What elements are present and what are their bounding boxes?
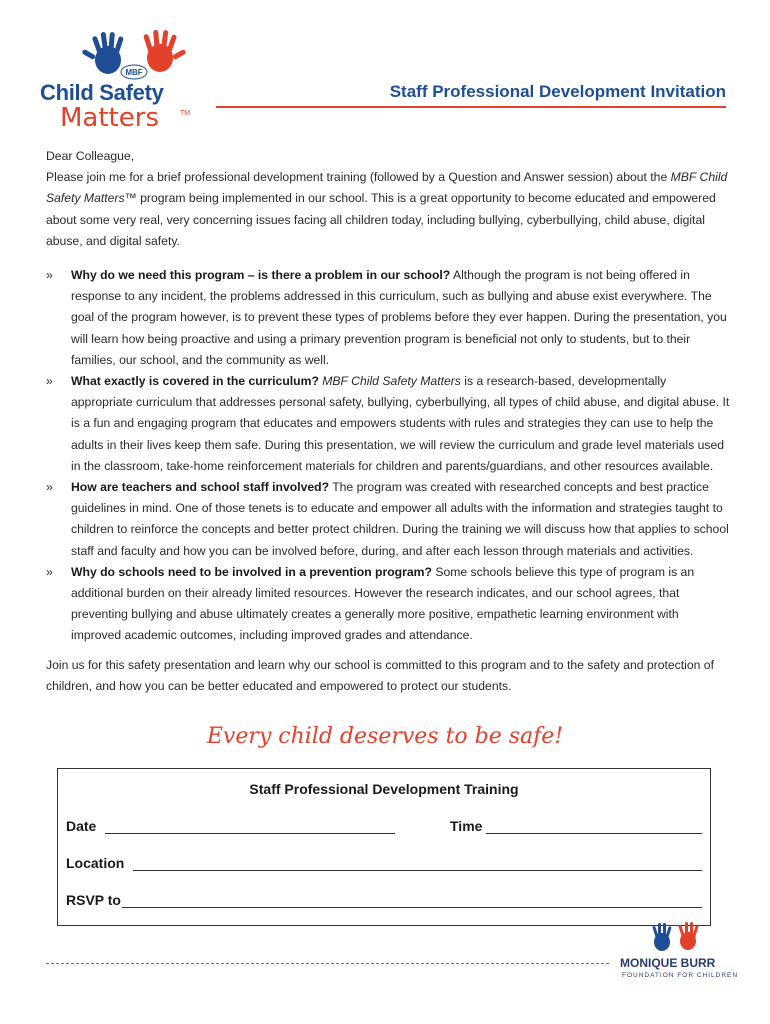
org-subtitle: FOUNDATION FOR CHILDREN	[622, 972, 739, 979]
faq-question: What exactly is covered in the curriculum?	[71, 374, 319, 389]
bullet-marker: »	[46, 564, 53, 579]
logo-line2: Matters	[60, 103, 159, 133]
time-label: Time	[450, 818, 483, 834]
faq-answer: Some schools believe this type of program is an additional burden on their already limited resources. However the research indicates, and our school agrees, that preventing bullying and abuse ultimately creates a generally more positive, empathetic learning environment with improved academic outcomes, including improved grades and attendance.	[71, 564, 695, 643]
faq-answer: Although the program is not being offered in response to any incident, the problems addressed in this curriculum, such as bullying and abuse exist everywhere. The goal of the program however, is to prevent these types of problems before they ever happen. During the presentation, you will learn how being proactive and using a primary prevention program is beneficial not only to students, but to their families, our school, and the community as well.	[71, 268, 727, 367]
faq-question: Why do we need this program – is there a problem in our school?	[71, 268, 451, 283]
date-label: Date	[66, 818, 97, 834]
child-safety-matters-logo	[40, 30, 210, 140]
greeting: Dear Colleague,	[46, 149, 135, 163]
title-divider	[216, 106, 726, 108]
faq-item	[46, 371, 730, 477]
letter-body	[46, 146, 730, 697]
faq-question: Why do schools need to be involved in a prevention program?	[71, 564, 432, 579]
logo-line1: Child Safety	[40, 80, 164, 105]
rsvp-field[interactable]	[122, 907, 702, 908]
training-details-form	[57, 768, 711, 926]
closing-paragraph: Join us for this safety presentation and learn why our school is committed to this program and to the safety and protection of children, and how you can be better educated and empowered to protect our students.	[46, 657, 714, 693]
faq-answer: The program was created with researched concepts and best practice guidelines in mind. One of those tenets is to educate and empower all adults with the information and strategies taught to children to reinforce the concepts and better protect children. During the training we will discuss how that applies to school staff and faculty and how you can be involved before, during, and after each lesson through materials and activities.	[71, 480, 729, 558]
faq-italic: MBF Child Safety Matters	[318, 374, 461, 389]
faq-item	[46, 265, 730, 371]
monique-burr-logo	[616, 922, 739, 982]
faq-question: How are teachers and school staff involved?	[71, 480, 330, 495]
logo-badge: MBF	[125, 68, 143, 77]
bullet-marker: »	[46, 374, 53, 389]
intro-part-a: Please join me for a brief professional development training (followed by a Question and Answer session) about the	[46, 170, 671, 185]
intro-program-name: MBF Child Safety Matters	[46, 170, 728, 206]
org-name: MONIQUE BURR	[620, 956, 716, 970]
hands-logo-icon	[78, 30, 203, 82]
form-title: Staff Professional Development Training	[249, 781, 519, 797]
tagline: Every child deserves to be safe!	[206, 724, 564, 749]
footer-divider	[46, 963, 609, 965]
intro-part-b: ™ program being implemented in our school. This is a great opportunity to become educated and empowered about some very real, very concerning issues facing all children today, including bullying, cyberbullying, child abuse, digital abuse, and digital safety.	[46, 191, 716, 248]
location-label: Location	[66, 855, 125, 871]
faq-item	[46, 562, 730, 647]
logo-trademark: TM	[180, 110, 191, 117]
faq-answer: is a research-based, developmentally appropriate curriculum that addresses personal safety, bullying, cyberbullying, all types of child abuse, and digital abuse. It is a fun and engaging program that educates and empowers students with rules and strategies they can use to help the adults in their lives keep them safe. During this presentation, we will review the curriculum and grade level materials used in the classroom, take-home reinforcement materials for children and parents/guardians, and other resources available.	[71, 374, 730, 473]
page-title: Staff Professional Development Invitation	[389, 82, 726, 101]
faq-item	[46, 477, 730, 562]
bullet-marker: »	[46, 480, 53, 495]
rsvp-label: RSVP to	[66, 892, 121, 908]
location-field[interactable]	[133, 870, 702, 871]
bullet-marker: »	[46, 268, 53, 283]
faq-list	[46, 265, 730, 647]
time-field[interactable]	[486, 833, 702, 834]
date-field[interactable]	[105, 833, 395, 834]
intro-paragraph	[46, 167, 730, 252]
mb-hands-icon	[646, 922, 706, 954]
